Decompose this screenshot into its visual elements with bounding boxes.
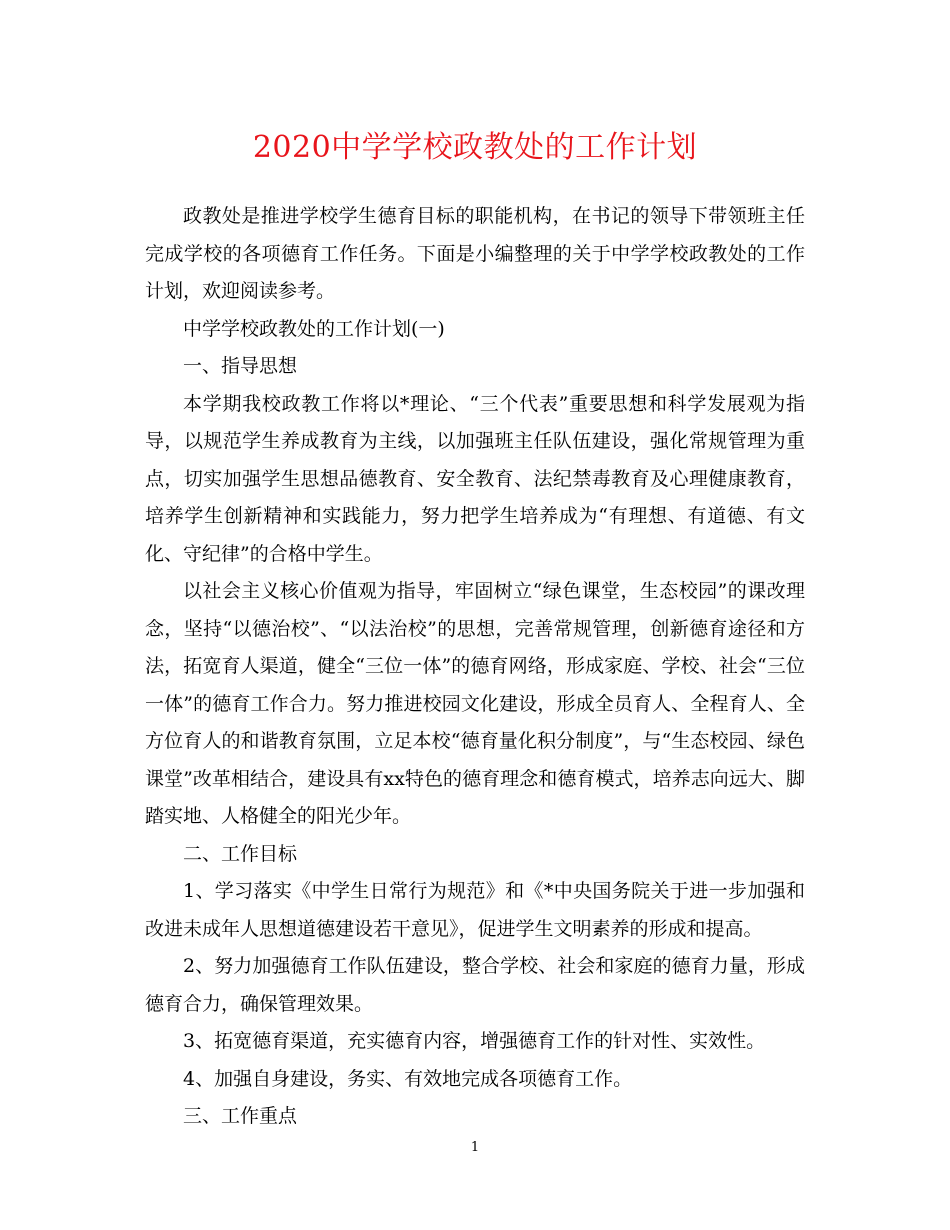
document-title: 2020中学学校政教处的工作计划 bbox=[252, 130, 698, 165]
heading-guiding-ideology: 一、指导思想 bbox=[183, 355, 298, 377]
intro-paragraph: 政教处是推进学校学生德育目标的职能机构，在书记的领导下带领班主任完成学校的各项德育工作任务。下面是小编整理的关于中学学校政教处的工作计划，欢迎阅读参考。 bbox=[145, 205, 805, 302]
goal-item-2: 2、努力加强德育工作队伍建设，整合学校、社会和家庭的德育力量，形成德育合力，确保管理效果。 bbox=[145, 955, 805, 1015]
document-body bbox=[145, 198, 805, 1136]
guiding-ideology-paragraph-1: 本学期我校政教工作将以*理论、“三个代表”重要思想和科学发展观为指导，以规范学生养成教育为主线，以加强班主任队伍建设，强化常规管理为重点，切实加强学生思想品德教育、安全教育、法纪禁毒教育及心理健康教育，培养学生创新精神和实践能力，努力把学生培养成为“有理想、有道德、有文化、守纪律”的合格中学生。 bbox=[145, 392, 805, 565]
heading-work-goals: 二、工作目标 bbox=[183, 842, 298, 865]
section-heading-plan-one: 中学学校政教处的工作计划(一) bbox=[183, 317, 445, 340]
page-number: 1 bbox=[470, 1140, 480, 1155]
heading-work-focus: 三、工作重点 bbox=[183, 1105, 298, 1127]
guiding-ideology-paragraph-2: 以社会主义核心价值观为指导，牢固树立“绿色课堂，生态校园”的课改理念，坚持“以德治校”、“以法治校”的思想，完善常规管理，创新德育途径和方法，拓宽育人渠道，健全“三位一体”的德育网络，形成家庭、学校、社会“三位一体”的德育工作合力。努力推进校园文化建设，形成全员育人、全程育人、全方位育人的和谐教育氛围，立足本校“德育量化积分制度”，与“生态校园、绿色课堂”改革相结合，建设具有xx特色的德育理念和德育模式，培养志向远大、脚踏实地、人格健全的阳光少年。 bbox=[145, 580, 805, 827]
goal-item-3: 3、拓宽德育渠道，充实德育内容，增强德育工作的针对性、实效性。 bbox=[183, 1030, 766, 1052]
goal-item-1: 1、学习落实《中学生日常行为规范》和《*中央国务院关于进一步加强和改进未成年人思想道德建设若干意见》，促进学生文明素养的形成和提高。 bbox=[145, 880, 805, 940]
goal-item-4: 4、加强自身建设，务实、有效地完成各项德育工作。 bbox=[183, 1067, 633, 1090]
